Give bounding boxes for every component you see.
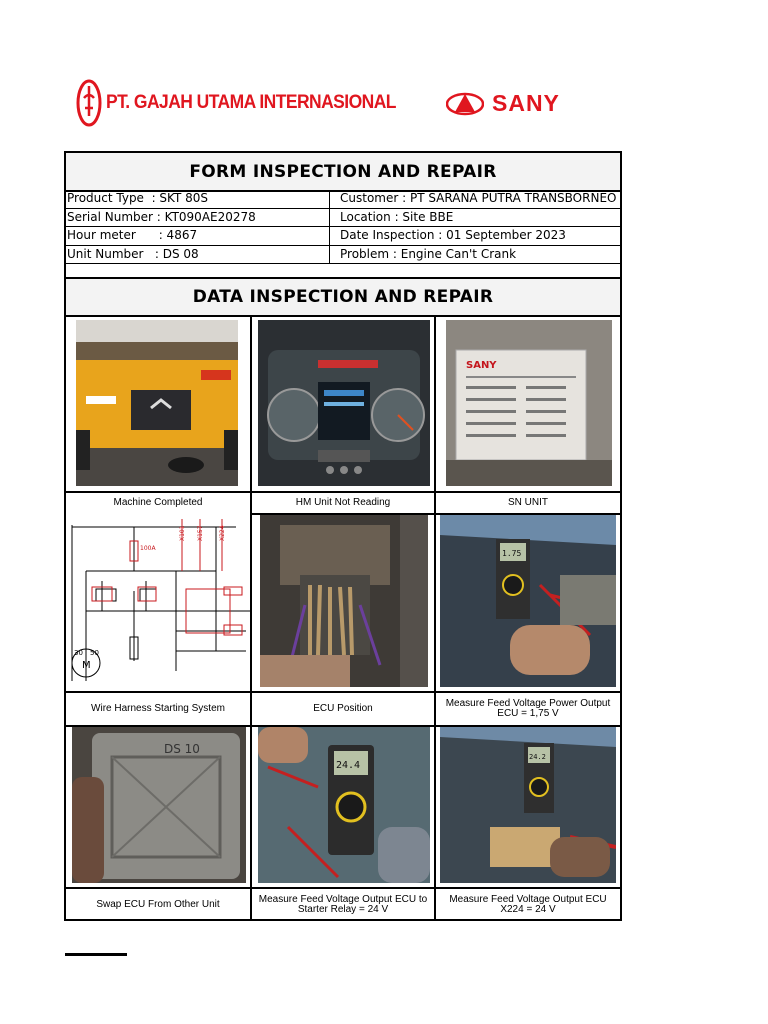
ecu-label: DS 10 bbox=[164, 742, 200, 756]
customer: Customer : PT SARANA PUTRA TRANSBORNEO bbox=[340, 191, 617, 205]
unit-number: Unit Number : DS 08 bbox=[66, 246, 330, 264]
signature-line bbox=[65, 953, 127, 956]
caption-ecu-position: ECU Position bbox=[252, 693, 436, 725]
multimeter-image-3 bbox=[440, 727, 616, 883]
caption-measure-x224: Measure Feed Voltage Output ECU X224 = 24 V bbox=[449, 894, 607, 915]
meter-reading-1: 1.75 bbox=[502, 549, 522, 558]
diagram-wire1-label: X101 bbox=[179, 525, 186, 541]
caption-measure-relay: Measure Feed Voltage Output ECU to Starter Relay = 24 V bbox=[252, 889, 436, 921]
photo-wiring-diagram bbox=[66, 511, 252, 691]
photo-ecu-position bbox=[252, 511, 436, 691]
dashboard-image bbox=[258, 320, 430, 486]
meter-reading-3: 24.2 bbox=[529, 753, 546, 761]
multimeter-image-2 bbox=[258, 727, 430, 883]
caption-hm-unit: HM Unit Not Reading bbox=[252, 493, 436, 513]
serial-plate-image bbox=[446, 320, 612, 486]
wiring-diagram bbox=[66, 511, 250, 691]
photo-measure-relay bbox=[252, 723, 436, 887]
info-row bbox=[66, 190, 620, 209]
data-title: DATA INSPECTION AND REPAIR bbox=[66, 279, 620, 317]
caption-swap-ecu: Swap ECU From Other Unit bbox=[66, 889, 252, 921]
info-table bbox=[66, 190, 620, 264]
photo-measure-power bbox=[436, 511, 620, 691]
diagram-wire3-label: X224 bbox=[219, 525, 226, 541]
caption-measure-power: Measure Feed Voltage Power Output ECU = 1,75 V bbox=[445, 698, 611, 719]
multimeter-image-1 bbox=[440, 515, 616, 687]
diagram-motor-t1: 30 bbox=[74, 649, 83, 657]
meter-reading-2: 24.4 bbox=[336, 760, 361, 771]
company-logo bbox=[76, 78, 421, 128]
diagram-motor-t2: 50 bbox=[90, 649, 99, 657]
location: Location : Site BBE bbox=[340, 209, 454, 224]
photo-measure-x224 bbox=[436, 723, 620, 887]
company-name: PT. GAJAH UTAMA INTERNASIONAL bbox=[106, 92, 396, 113]
diagram-fuse-label: 100A bbox=[140, 545, 156, 552]
info-row bbox=[66, 209, 620, 228]
ecu-image bbox=[260, 515, 428, 687]
info-row bbox=[66, 227, 620, 246]
caption-sn-unit: SN UNIT bbox=[508, 497, 548, 508]
photo-machine bbox=[66, 317, 252, 491]
product-type: Product Type : SKT 80S bbox=[66, 190, 330, 208]
serial-number: Serial Number : KT090AE20278 bbox=[66, 209, 330, 227]
caption-wire-harness: Wire Harness Starting System bbox=[66, 693, 252, 725]
spacer-row bbox=[66, 261, 620, 279]
date-inspection: Date Inspection : 01 September 2023 bbox=[340, 228, 566, 242]
brand-name: SANY bbox=[492, 90, 560, 116]
problem: Problem : Engine Can't Crank bbox=[340, 246, 517, 261]
sany-emblem-icon bbox=[446, 91, 484, 117]
ecu-cover-image bbox=[72, 727, 246, 883]
hour-meter: Hour meter : 4867 bbox=[66, 227, 330, 245]
photo-swap-ecu bbox=[66, 723, 252, 887]
gajah-logo-icon bbox=[76, 78, 102, 128]
form-title: FORM INSPECTION AND REPAIR bbox=[66, 153, 620, 192]
caption-machine-completed: Machine Completed bbox=[66, 493, 252, 513]
sany-logo bbox=[446, 90, 560, 117]
diagram-wire2-label: X157 bbox=[197, 525, 204, 541]
truck-image bbox=[76, 320, 238, 486]
photo-dashboard bbox=[252, 317, 436, 491]
inspection-form bbox=[64, 151, 622, 921]
diagram-motor: M bbox=[82, 660, 91, 671]
photo-sn-plate bbox=[436, 317, 620, 491]
plate-brand: SANY bbox=[466, 360, 497, 371]
